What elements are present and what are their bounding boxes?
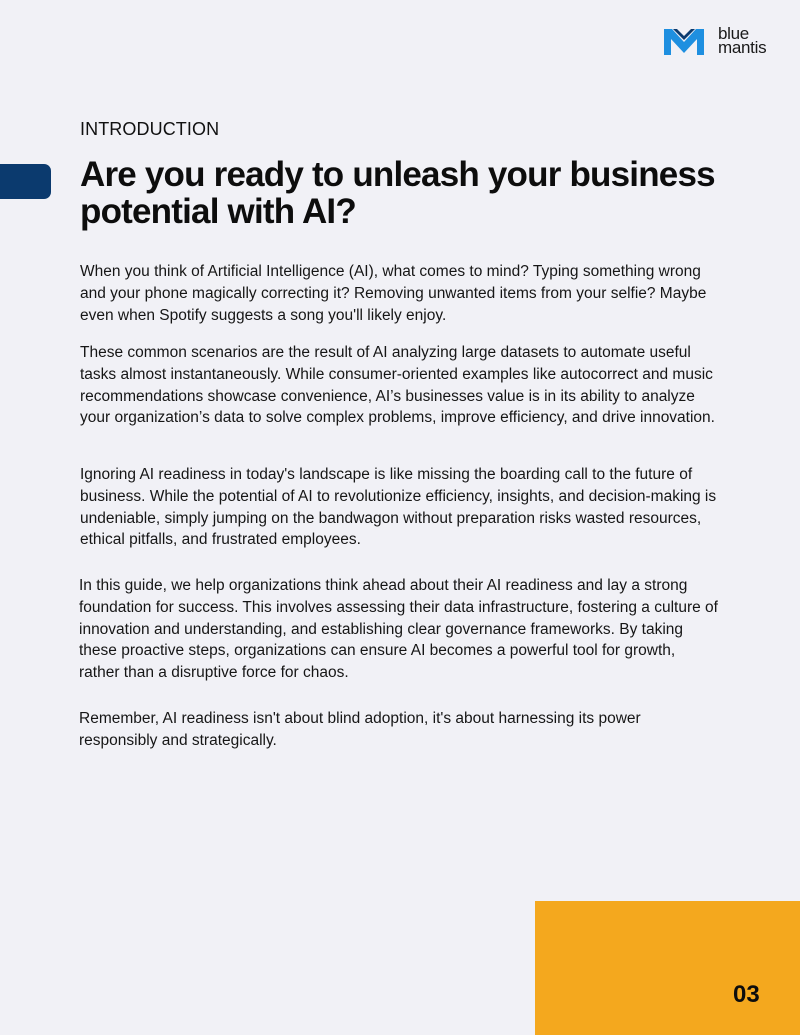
paragraph-3: Ignoring AI readiness in today's landscape is like missing the boarding call to the future of business. While the potential of AI to revolutionize efficiency, insights, and decision-making is undeniable, simply jumping on the bandwagon without preparation risks wasted resources, ethical pitfalls, and frustrated employees. [80, 466, 717, 549]
page-title: Are you ready to unleash your business potential with AI? [80, 155, 715, 231]
section-label: INTRODUCTION [80, 119, 220, 139]
blue-mantis-m-icon [664, 27, 704, 57]
brand-wordmark [718, 24, 767, 57]
brand-logo [664, 24, 774, 61]
page-number: 03 [733, 981, 760, 1008]
corner-accent-block [535, 901, 800, 1035]
brand-wordmark-line1: blue [718, 24, 749, 43]
paragraph-5: Remember, AI readiness isn't about blind adoption, it's about harnessing its power responsibly and strategically. [79, 710, 641, 749]
paragraph-4: In this guide, we help organizations think ahead about their AI readiness and lay a strong foundation for success. This involves assessing their data infrastructure, fostering a culture of innovation and understanding, and establishing clear governance frameworks. By taking these proactive steps, organizations can ensure AI becomes a powerful tool for growth, rather than a disruptive force for chaos. [79, 577, 718, 682]
accent-tab [0, 164, 51, 199]
paragraph-2: These common scenarios are the result of AI analyzing large datasets to automate useful tasks almost instantaneously. While consumer-oriented examples like autocorrect and music recommendations showcase convenience, AI’s businesses value is in its ability to analyze your organization’s data to solve complex problems, improve efficiency, and drive innovation. [80, 344, 715, 427]
brand-wordmark-line2: mantis [718, 38, 767, 57]
paragraph-1: When you think of Artificial Intelligence (AI), what comes to mind? Typing something wrong and your phone magically correcting it? Removing unwanted items from your selfie? Maybe even when Spotify suggests a song you'll likely enjoy. [80, 263, 707, 324]
